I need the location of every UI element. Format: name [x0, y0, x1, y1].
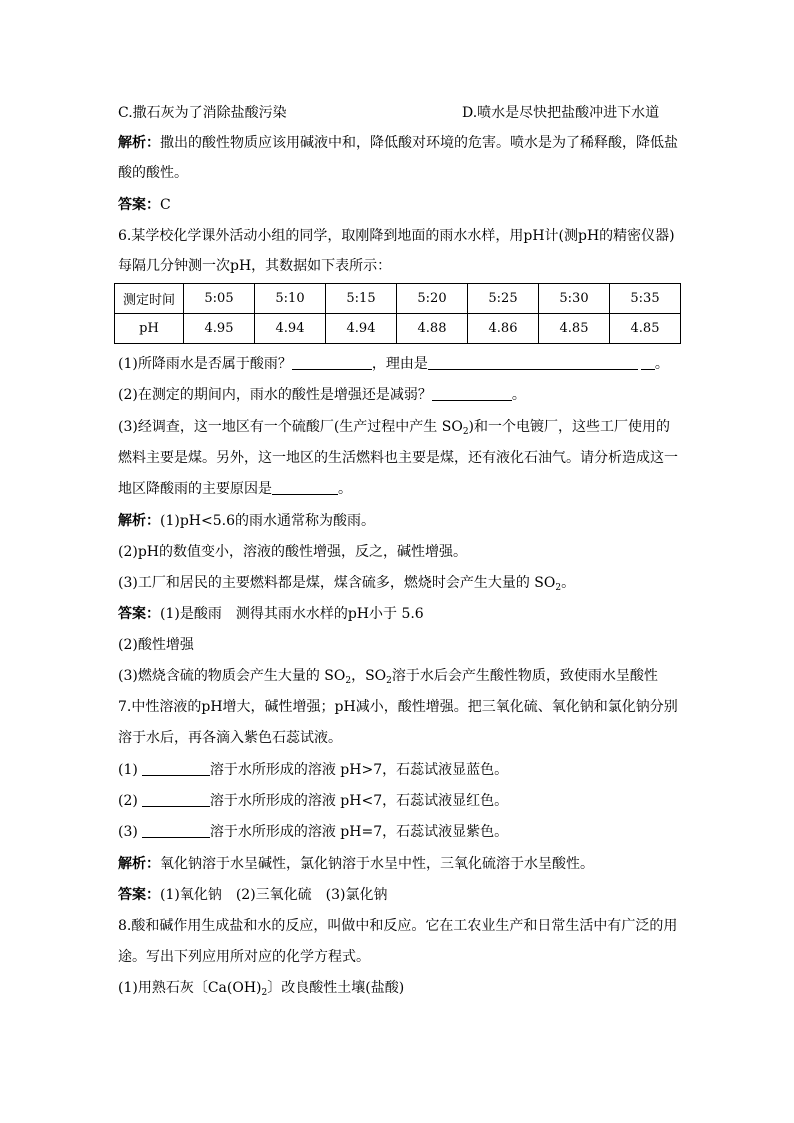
- analysis-text: (3)工厂和居民的主要燃料都是煤，煤含硫多，燃烧时会产生大量的 SO: [118, 575, 556, 591]
- q5-analysis-line-2: 酸的酸性。: [118, 165, 188, 181]
- table-cell: 5:20: [397, 284, 468, 314]
- answer-text: 溶于水后会产生酸性物质，致使雨水呈酸性: [391, 668, 658, 684]
- q6-answer-line-2: (2)酸性增强: [118, 637, 194, 653]
- sub-question-text: ，理由是: [371, 356, 428, 372]
- subscript: 2: [345, 676, 352, 686]
- sub-question-text: )和一个电镀厂，这些工厂使用的: [468, 419, 671, 435]
- q6-answer-line-3: [118, 666, 658, 686]
- q6-sub-3-line-3: [118, 479, 352, 499]
- table-cell: 4.85: [610, 314, 681, 344]
- sub-question-text: 〕改良酸性土壤(盐酸): [267, 980, 405, 996]
- q8-stem-line-2: 途。写出下列应用所对应的化学方程式。: [118, 949, 370, 965]
- q8-sub-1: [118, 978, 404, 998]
- punctuation: 。: [338, 481, 352, 497]
- answer-blank[interactable]: [142, 792, 210, 807]
- answer-blank[interactable]: [641, 355, 655, 370]
- sub-question-text: (1)用熟石灰〔Ca(OH): [118, 980, 262, 996]
- answer-text: C: [160, 197, 171, 213]
- q6-sub-3-line-1: [118, 417, 670, 437]
- sub-question-text: 溶于水所形成的溶液 pH>7，石蕊试液显蓝色。: [209, 762, 509, 778]
- q7-stem-line-1: 7.中性溶液的pH增大，碱性增强；pH减小，酸性增强。把三氧化硫、氧化钠和氯化钠分别: [118, 699, 678, 715]
- analysis-label: 解析：: [118, 856, 160, 872]
- table-row: [115, 314, 681, 344]
- answer-blank[interactable]: [142, 823, 210, 838]
- table-cell: 5:15: [326, 284, 397, 314]
- subscript: 2: [555, 583, 562, 593]
- subscript: 2: [386, 676, 392, 686]
- sub-question-text: (1)所降雨水是否属于酸雨？: [118, 356, 292, 372]
- sub-question-text: (2)在测定的期间内，雨水的酸性是增强还是减弱？: [118, 387, 432, 403]
- punctuation: 。: [561, 575, 576, 591]
- table-row: [115, 284, 681, 314]
- option-d: D.喷水是尽快把盐酸冲进下水道: [462, 105, 660, 121]
- q7-sub-1: [118, 760, 508, 780]
- sub-question-number: (2): [118, 793, 138, 809]
- option-c: C.撒石灰为了消除盐酸污染: [118, 105, 287, 121]
- q7-answer: [118, 885, 388, 905]
- table-cell: 5:05: [184, 284, 255, 314]
- table-cell: 4.95: [184, 314, 255, 344]
- answer-text: (3)燃烧含硫的物质会产生大量的 SO: [118, 668, 346, 684]
- answer-blank[interactable]: [292, 355, 372, 370]
- sub-question-number: (3): [118, 824, 138, 840]
- answer-blank[interactable]: [432, 386, 512, 401]
- table-cell: 5:25: [468, 284, 539, 314]
- q6-stem-line-2: 每隔几分钟测一次pH，其数据如下表所示：: [118, 258, 392, 274]
- answer-blank[interactable]: [272, 480, 338, 495]
- sub-question-text: 溶于水所形成的溶液 pH<7，石蕊试液显红色。: [209, 793, 509, 809]
- q5-analysis-line-1: [118, 133, 678, 153]
- table-cell: 4.94: [326, 314, 397, 344]
- table-cell: 4.86: [468, 314, 539, 344]
- sub-question-text: 地区降酸雨的主要原因是: [118, 481, 272, 497]
- sub-question-number: (1): [118, 762, 138, 778]
- sub-question-text: (3)经调查，这一地区有一个硫酸厂(生产过程中产生 SO: [118, 419, 463, 435]
- answer-label: 答案：: [118, 887, 160, 903]
- ph-data-table: [114, 283, 681, 344]
- q7-analysis: [118, 854, 594, 874]
- answer-text: (1)氧化钠 (2)三氧化硫 (3)氯化钠: [160, 887, 388, 903]
- q6-stem-line-1: 6.某学校化学课外活动小组的同学，取刚降到地面的雨水水样，用pH计(测pH的精密仪器): [118, 228, 675, 244]
- subscript: 2: [261, 988, 268, 998]
- answer-blank[interactable]: [142, 761, 210, 776]
- q7-stem-line-2: 溶于水后，再各滴入紫色石蕊试液。: [118, 730, 342, 746]
- analysis-label: 解析：: [118, 513, 160, 529]
- table-cell: 4.94: [255, 314, 326, 344]
- q6-analysis-line-3: [118, 573, 575, 593]
- table-cell: 5:30: [539, 284, 610, 314]
- table-cell: 4.88: [397, 314, 468, 344]
- punctuation: 。: [654, 356, 669, 372]
- sub-question-text: 溶于水所形成的溶液 pH=7，石蕊试液显紫色。: [209, 824, 509, 840]
- punctuation: 。: [511, 387, 526, 403]
- answer-label: 答案：: [118, 606, 160, 622]
- table-cell: 4.85: [539, 314, 610, 344]
- analysis-label: 解析：: [118, 135, 160, 151]
- answer-blank[interactable]: [428, 355, 638, 370]
- analysis-text: 撒出的酸性物质应该用碱液中和，降低酸对环境的危害。喷水是为了稀释酸，降低盐: [160, 135, 678, 151]
- subscript: 2: [462, 427, 469, 437]
- q8-stem-line-1: 8.酸和碱作用生成盐和水的反应，叫做中和反应。它在工农业生产和日常生活中有广泛的用: [118, 918, 678, 934]
- table-header-cell: 测定时间: [115, 284, 184, 314]
- q7-sub-3: [118, 822, 508, 842]
- analysis-text: (1)pH<5.6的雨水通常称为酸雨。: [160, 513, 375, 529]
- q7-sub-2: [118, 791, 508, 811]
- q6-analysis-line-1: [118, 511, 375, 531]
- q6-sub-1: [118, 354, 669, 374]
- analysis-text: 氧化钠溶于水呈碱性，氯化钠溶于水呈中性，三氧化硫溶于水呈酸性。: [160, 856, 594, 872]
- table-cell: 5:10: [255, 284, 326, 314]
- q6-sub-2: [118, 385, 526, 405]
- q6-analysis-line-2: (2)pH的数值变小，溶液的酸性增强，反之，碱性增强。: [118, 544, 468, 560]
- q6-answer-line-1: [118, 604, 424, 624]
- q5-answer: [118, 195, 171, 215]
- answer-text: (1)是酸雨 测得其雨水水样的pH小于 5.6: [160, 606, 424, 622]
- answer-label: 答案：: [118, 197, 160, 213]
- table-header-cell: pH: [115, 314, 184, 344]
- q6-sub-3-line-2: 燃料主要是煤。另外，这一地区的生活燃料也主要是煤，还有液化石油气。请分析造成这一: [118, 450, 678, 466]
- table-cell: 5:35: [610, 284, 681, 314]
- answer-text: ，SO: [351, 668, 387, 684]
